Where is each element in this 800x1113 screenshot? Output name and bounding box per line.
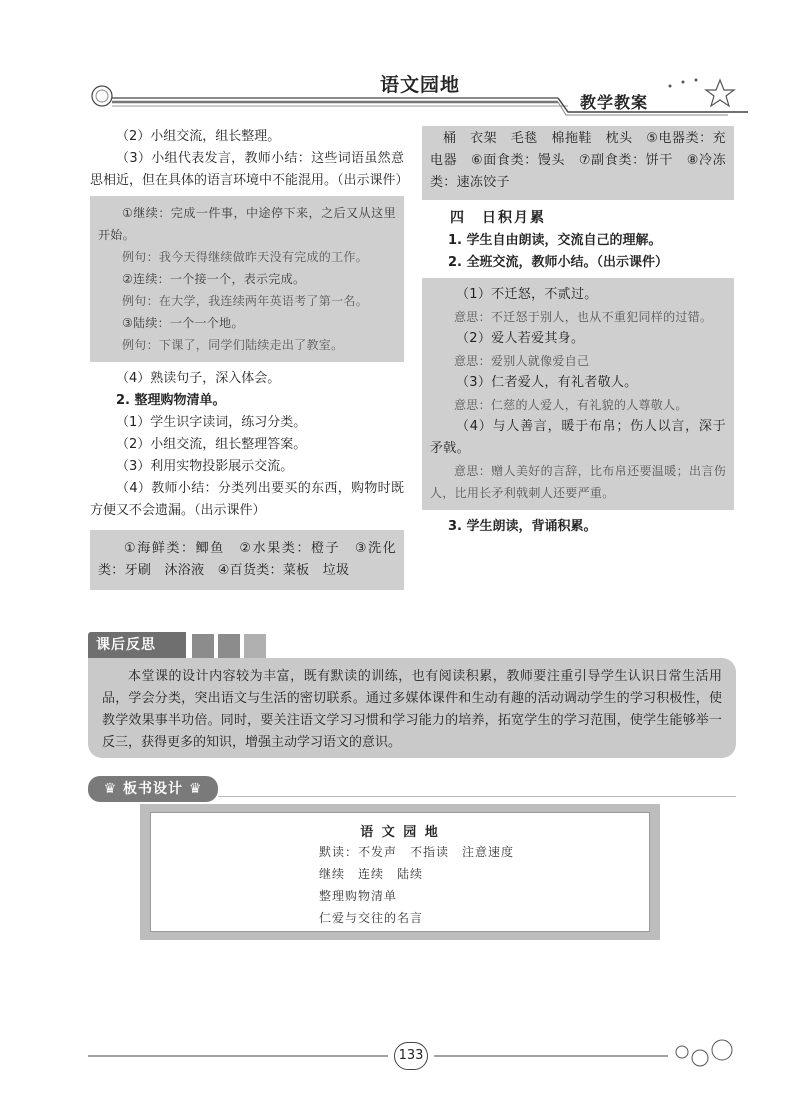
crown-icon: ♛	[103, 781, 118, 797]
blackboard	[150, 812, 650, 932]
step-line: 1. 学生自由朗读，交流自己的理解。	[448, 233, 662, 248]
step-line: 3. 学生朗读，背诵积累。	[448, 519, 597, 534]
header-title: 语文园地	[380, 74, 461, 96]
decor-square	[244, 634, 266, 658]
board-label-text: 板书设计	[123, 781, 183, 797]
box-line: 例句：下课了，同学们陆续走出了教室。	[122, 338, 344, 352]
board-line: 整理购物清单	[319, 889, 398, 903]
crown-icon: ♛	[188, 781, 203, 797]
paragraph: （3）小组代表发言，教师小结：这些词语虽然意思相近，但在具体的语言环境中不能混用。（出示课件）	[90, 151, 409, 188]
synonym-box	[90, 196, 404, 362]
box-line: 例句：在大学，我连续两年英语考了第一名。	[122, 294, 369, 308]
step-line: 2. 全班交流，教师小结。（出示课件）	[448, 255, 669, 270]
box-line: （1）不迁怒，不贰过。	[456, 287, 598, 302]
box-line: 意思：仁慈的人爱人，有礼貌的人尊敬人。	[454, 398, 688, 412]
blackboard-frame	[140, 804, 660, 940]
box-line: ②连续：一个接一个，表示完成。	[122, 272, 306, 286]
shopping-box	[90, 530, 404, 590]
step-heading: 2. 整理购物清单。	[116, 393, 226, 408]
paragraph: （1）学生识字读词，练习分类。	[116, 415, 307, 430]
box-line: ①继续：完成一件事，中途停下来，之后又从这里开始。	[98, 206, 396, 242]
board-design-label	[88, 776, 218, 802]
board-line: 仁爱与交往的名言	[319, 911, 424, 925]
box-line: 意思：不迁怒于别人，也从不重犯同样的过错。	[454, 310, 713, 324]
section-title: 四 日积月累	[450, 210, 546, 226]
page-footer	[88, 1036, 738, 1076]
paragraph: （4）教师小结：分类列出要买的东西，购物时既方便又不会遗漏。（出示课件）	[90, 481, 404, 518]
reflection-label: 课后反思	[88, 632, 186, 658]
box-line: 意思：爱别人就像爱自己	[454, 354, 590, 368]
paragraph: （2）小组交流，组长整理答案。	[116, 437, 307, 452]
box-line: ①海鲜类：鲫鱼 ②水果类：橙子 ③洗化类：牙刷 沐浴液 ④百货类：菜板 垃圾	[98, 541, 396, 578]
paragraph: （3）利用实物投影展示交流。	[116, 459, 294, 474]
divider	[218, 796, 736, 797]
left-column	[90, 126, 409, 596]
box-line: 例句：我今天得继续做昨天没有完成的工作。	[122, 250, 369, 264]
shopping-box-continued	[422, 126, 734, 200]
page-number: 133	[394, 1042, 428, 1070]
board-title: 语 文 园 地	[360, 825, 440, 840]
box-line: 意思：赠人美好的言辞，比布帛还要温暖；出言伤人，比用长矛利戟刺人还要严重。	[430, 464, 726, 500]
board-line: 继续 连续 陆续	[319, 867, 424, 881]
box-line: （4）与人善言，暖于布帛；伤人以言，深于矛戟。	[430, 419, 726, 456]
right-column	[422, 126, 734, 538]
paragraph: （2）小组交流，组长整理。	[116, 129, 281, 144]
decor-square	[218, 634, 240, 658]
reflection-text: 本堂课的设计内容较为丰富，既有默读的训练，也有阅读积累，教师要注重引导学生认识日常生活用品，学会分类，突出语文与生活的密切联系。通过多媒体课件和生动有趣的活动调动学生的学习积极性，使教学效果事半功倍。同时，要关注语文学习习惯和学习能力的培养，拓宽学生的学习范围，使学生能够举一反三，获得更多的知识，增强主动学习语文的意识。	[102, 669, 722, 750]
box-line: （2）爱人若爱其身。	[456, 331, 585, 346]
board-line: 默读：不发声 不指读 注意速度	[319, 845, 515, 859]
quotes-box	[422, 278, 734, 510]
box-line: ③陆续：一个一个地。	[122, 316, 244, 330]
reflection-box	[88, 658, 736, 758]
decor-square	[192, 634, 214, 658]
box-line: 桶 衣架 毛毯 棉拖鞋 枕头 ⑤电器类：充电器 ⑥面食类：馒头 ⑦副食类：饼干 ⑧冷冻类：速冻饺子	[430, 131, 726, 190]
paragraph: （4）熟读句子，深入体会。	[116, 371, 281, 386]
box-line: （3）仁者爱人，有礼者敬人。	[456, 375, 638, 390]
page-header	[88, 62, 748, 118]
header-subtitle: 教学教案	[580, 93, 649, 112]
